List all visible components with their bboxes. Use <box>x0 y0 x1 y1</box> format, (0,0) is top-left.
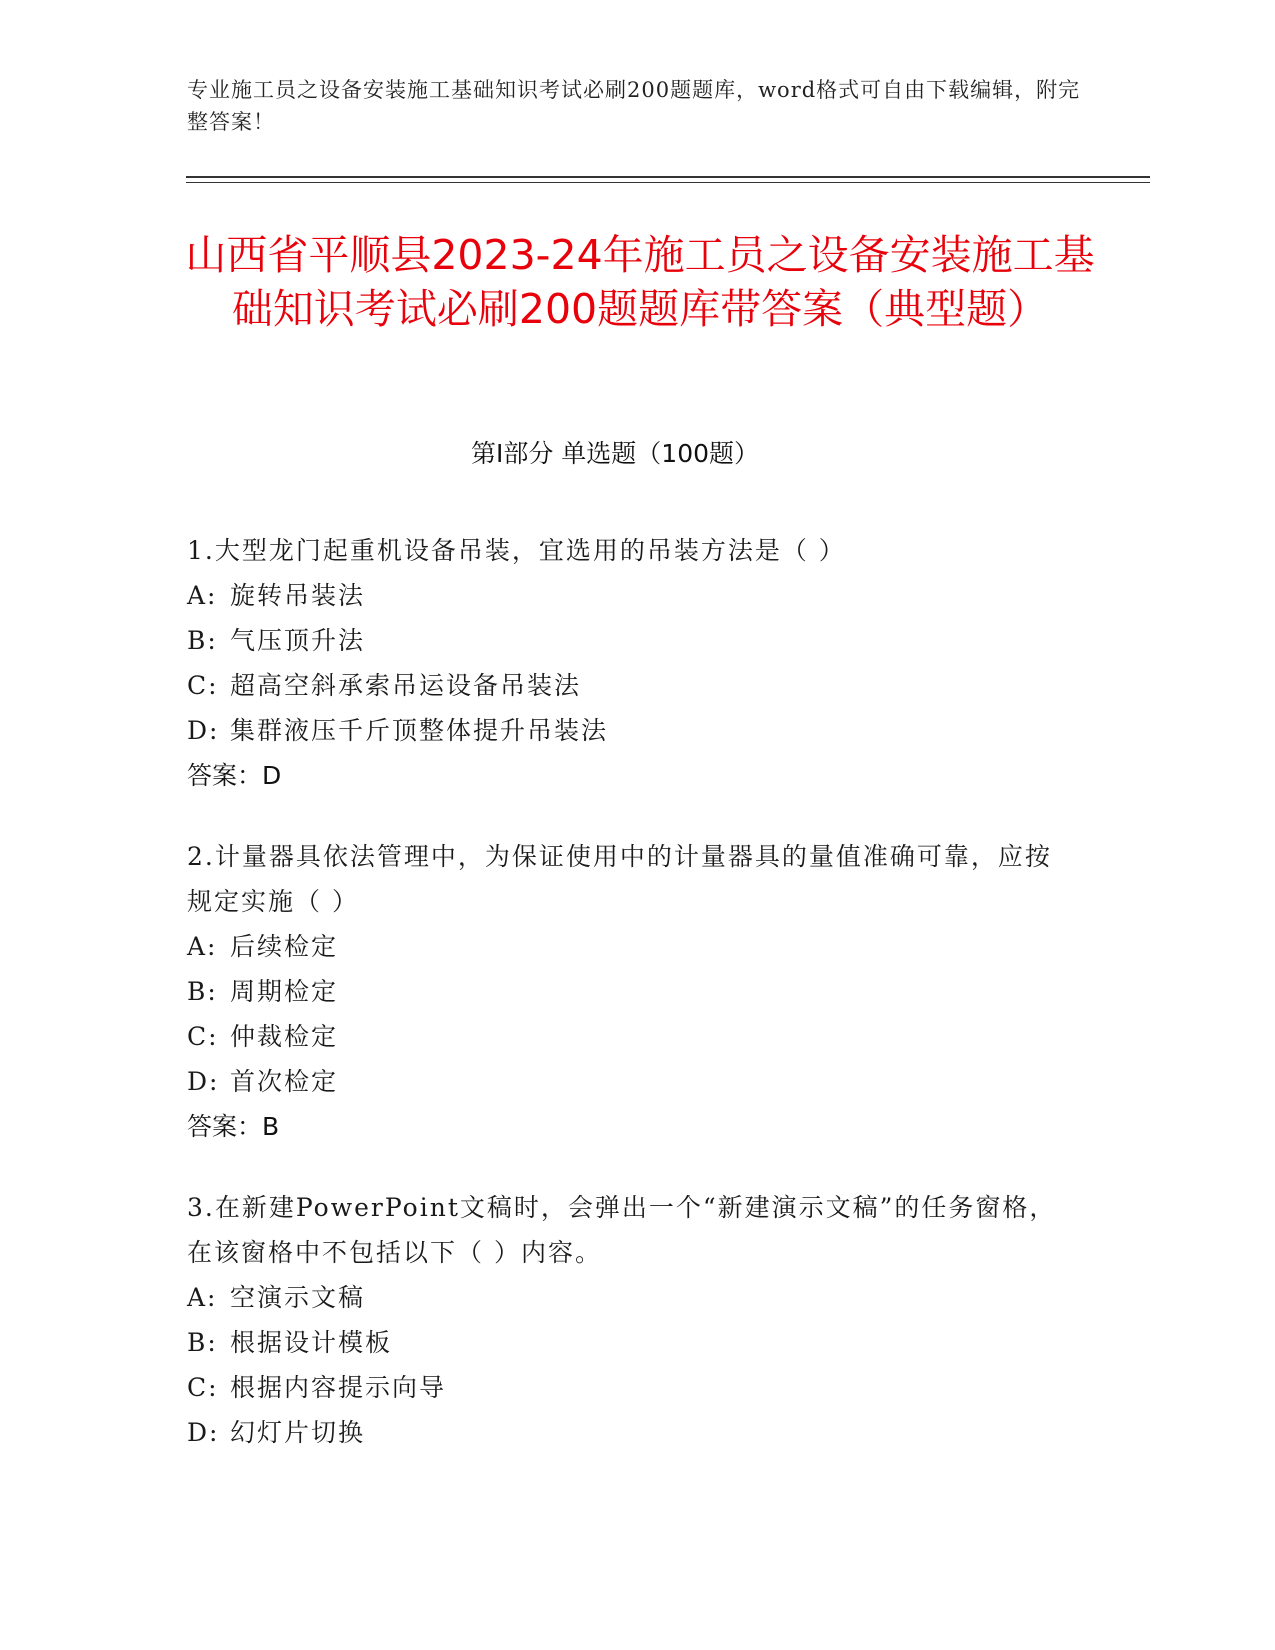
option-key: C: <box>187 1373 219 1402</box>
header-divider-thin <box>186 182 1150 183</box>
option-text: 根据设计模板 <box>230 1328 393 1357</box>
option-d <box>187 1410 1067 1455</box>
option-text: 空演示文稿 <box>230 1283 366 1312</box>
option-key: A: <box>187 932 218 961</box>
option-c <box>187 1365 1067 1410</box>
option-key: B: <box>187 977 218 1006</box>
option-key: D: <box>187 1418 220 1447</box>
option-d <box>187 708 1067 753</box>
option-key: B: <box>187 1328 218 1357</box>
option-c <box>187 1014 1067 1059</box>
option-key: D: <box>187 716 220 745</box>
option-text: 首次检定 <box>230 1067 339 1096</box>
option-key: A: <box>187 1283 218 1312</box>
option-key: A: <box>187 581 218 610</box>
option-key: C: <box>187 1022 219 1051</box>
option-a <box>187 1275 1067 1320</box>
section-title: 第I部分 单选题（100题） <box>470 439 760 468</box>
option-text: 幻灯片切换 <box>230 1418 366 1447</box>
header-note: 专业施工员之设备安装施工基础知识考试必刷200题题库，word格式可自由下载编辑，附完整答案！ <box>187 78 1081 134</box>
question-1 <box>187 528 1067 798</box>
option-text: 后续检定 <box>230 932 339 961</box>
question-list <box>187 528 1067 1491</box>
option-text: 旋转吊装法 <box>230 581 366 610</box>
option-b <box>187 969 1067 1014</box>
option-a <box>187 924 1067 969</box>
option-key: D: <box>187 1067 220 1096</box>
option-c <box>187 663 1067 708</box>
option-a <box>187 573 1067 618</box>
option-text: 仲裁检定 <box>230 1022 339 1051</box>
answer-line: 答案：D <box>187 761 282 790</box>
option-text: 气压顶升法 <box>230 626 366 655</box>
question-3 <box>187 1185 1067 1455</box>
option-text: 超高空斜承索吊运设备吊装法 <box>230 671 582 700</box>
document-title: 山西省平顺县2023-24年施工员之设备安装施工基础知识考试必刷200题题库带答案（典型题） <box>185 231 1095 333</box>
question-stem: 3.在新建PowerPoint文稿时，会弹出一个“新建演示文稿”的任务窗格，在该窗格中不包括以下（ ）内容。 <box>187 1193 1057 1267</box>
option-b <box>187 618 1067 663</box>
option-key: C: <box>187 671 219 700</box>
answer-line: 答案：B <box>187 1112 280 1141</box>
question-stem: 1.大型龙门起重机设备吊装，宜选用的吊装方法是（ ） <box>187 536 846 565</box>
option-text: 集群液压千斤顶整体提升吊装法 <box>230 716 609 745</box>
question-2 <box>187 834 1067 1149</box>
option-text: 周期检定 <box>230 977 339 1006</box>
option-d <box>187 1059 1067 1104</box>
option-text: 根据内容提示向导 <box>230 1373 447 1402</box>
option-key: B: <box>187 626 218 655</box>
option-b <box>187 1320 1067 1365</box>
question-stem: 2.计量器具依法管理中，为保证使用中的计量器具的量值准确可靠，应按规定实施（ ） <box>187 842 1052 916</box>
header-divider <box>186 176 1150 178</box>
